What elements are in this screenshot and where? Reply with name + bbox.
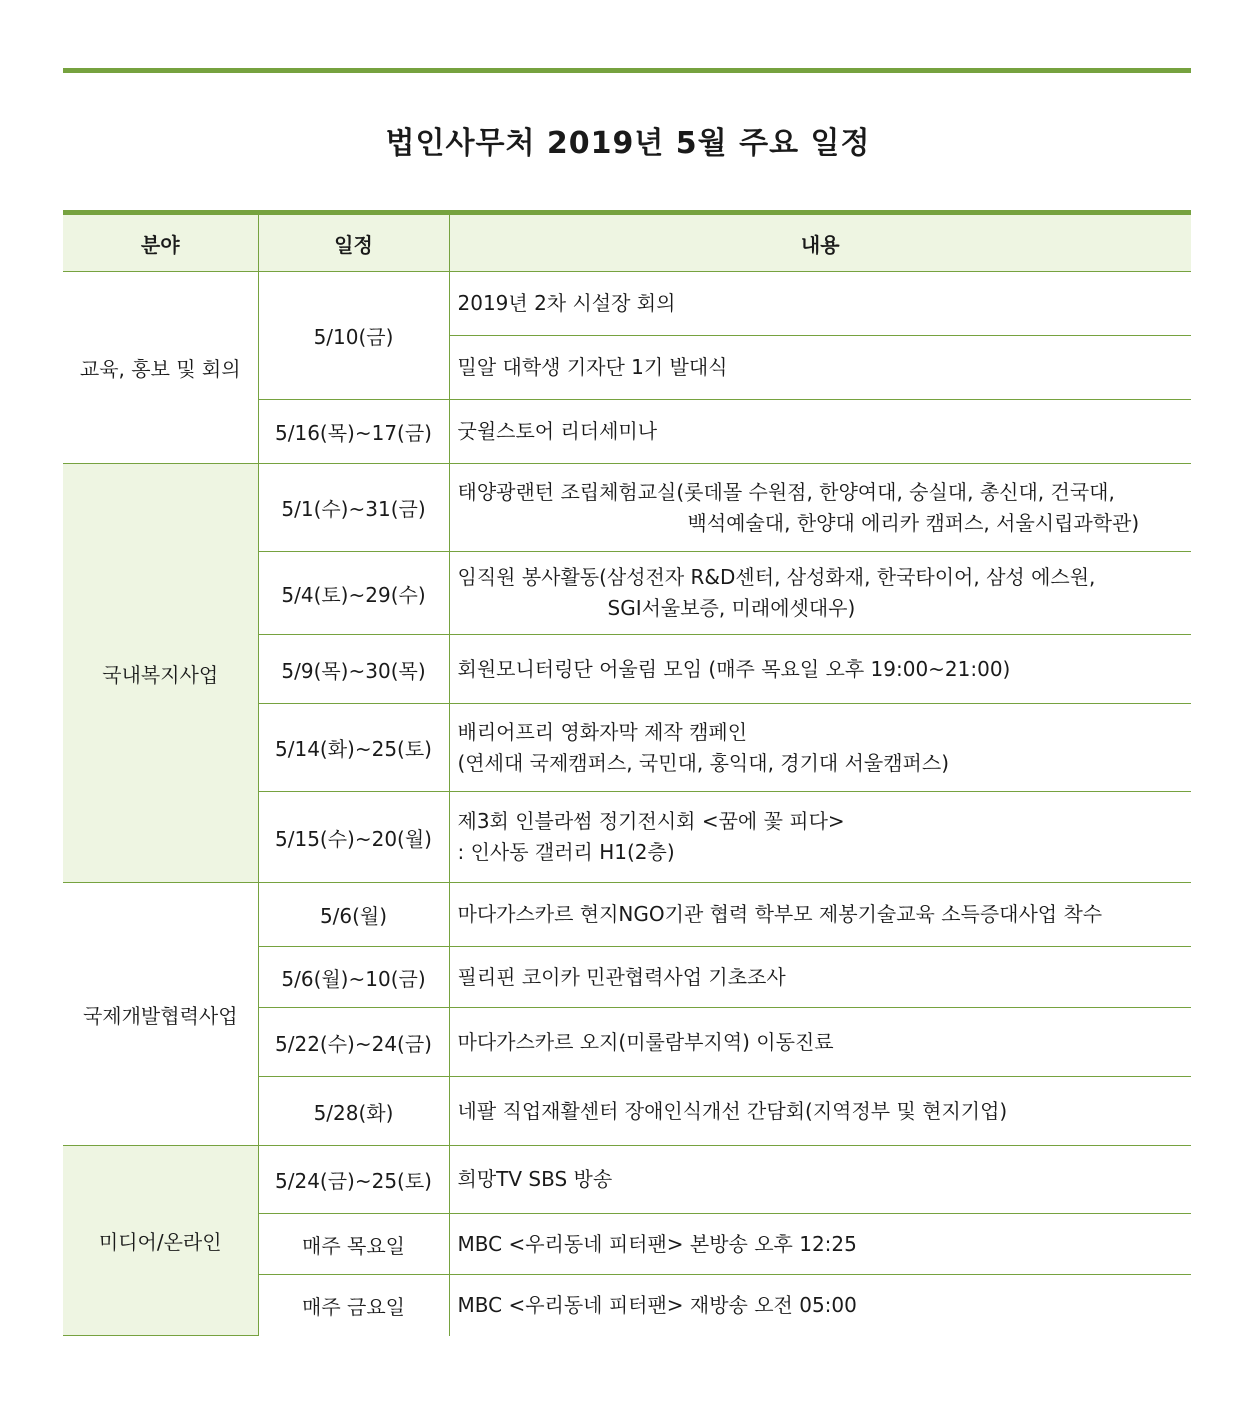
content-cell: MBC <우리동네 피터팬> 본방송 오후 12:25 bbox=[449, 1214, 1191, 1275]
header-category: 분야 bbox=[63, 213, 258, 272]
content-line: 임직원 봉사활동(삼성전자 R&D센터, 삼성화재, 한국타이어, 삼성 에스원, bbox=[457, 565, 1096, 589]
date-cell: 5/15(수)~20(월) bbox=[258, 792, 449, 883]
content-cell bbox=[449, 704, 1191, 792]
header-date: 일정 bbox=[258, 213, 449, 272]
content-line: 태양광랜턴 조립체험교실(롯데몰 수원점, 한양여대, 숭실대, 총신대, 건국대, bbox=[457, 479, 1115, 504]
content-cell bbox=[449, 792, 1191, 883]
category-cell: 교육, 홍보 및 회의 bbox=[63, 272, 258, 464]
content-line: 배리어프리 영화자막 제작 캠페인 bbox=[457, 719, 748, 744]
date-cell: 5/6(월)~10(금) bbox=[258, 947, 449, 1008]
content-line: SGI서울보증, 미래에셋대우) bbox=[607, 596, 856, 620]
content-cell: 회원모니터링단 어울림 모임 (매주 목요일 오후 19:00~21:00) bbox=[449, 635, 1191, 704]
schedule-table bbox=[63, 210, 1191, 1336]
table-row bbox=[63, 464, 1191, 552]
header-row bbox=[63, 213, 1191, 272]
category-cell: 미디어/온라인 bbox=[63, 1146, 258, 1336]
date-cell: 5/14(화)~25(토) bbox=[258, 704, 449, 792]
top-rule bbox=[63, 68, 1191, 73]
page-title: 법인사무처 2019년 5월 주요 일정 bbox=[385, 126, 871, 161]
table-row bbox=[63, 883, 1191, 947]
date-cell: 매주 목요일 bbox=[258, 1214, 449, 1275]
date-cell: 5/24(금)~25(토) bbox=[258, 1146, 449, 1214]
content-cell bbox=[449, 552, 1191, 635]
content-cell bbox=[449, 464, 1191, 552]
date-cell: 5/10(금) bbox=[258, 272, 449, 400]
content-line: (연세대 국제캠퍼스, 국민대, 홍익대, 경기대 서울캠퍼스) bbox=[457, 750, 950, 775]
date-cell: 5/22(수)~24(금) bbox=[258, 1008, 449, 1077]
date-cell: 5/16(목)~17(금) bbox=[258, 400, 449, 464]
content-cell: 2019년 2차 시설장 회의 bbox=[449, 272, 1191, 336]
content-line: 백석예술대, 한양대 에리카 캠퍼스, 서울시립과학관) bbox=[687, 510, 1140, 535]
date-cell: 5/28(화) bbox=[258, 1077, 449, 1146]
content-cell: 네팔 직업재활센터 장애인식개선 간담회(지역정부 및 현지기업) bbox=[449, 1077, 1191, 1146]
content-cell: 필리핀 코이카 민관협력사업 기초조사 bbox=[449, 947, 1191, 1008]
table-row bbox=[63, 272, 1191, 336]
content-cell: 희망TV SBS 방송 bbox=[449, 1146, 1191, 1214]
content-cell: 마다가스카르 오지(미룰람부지역) 이동진료 bbox=[449, 1008, 1191, 1077]
category-cell: 국제개발협력사업 bbox=[63, 883, 258, 1146]
date-cell: 5/6(월) bbox=[258, 883, 449, 947]
date-cell: 매주 금요일 bbox=[258, 1275, 449, 1336]
content-cell: MBC <우리동네 피터팬> 재방송 오전 05:00 bbox=[449, 1275, 1191, 1336]
date-cell: 5/1(수)~31(금) bbox=[258, 464, 449, 552]
content-cell: 마다가스카르 현지NGO기관 협력 학부모 제봉기술교육 소득증대사업 착수 bbox=[449, 883, 1191, 947]
content-line: 제3회 인블라썸 정기전시회 <꿈에 꽃 피다> bbox=[457, 809, 845, 833]
content-line: : 인사동 갤러리 H1(2층) bbox=[457, 840, 675, 864]
date-cell: 5/4(토)~29(수) bbox=[258, 552, 449, 635]
content-cell: 밀알 대학생 기자단 1기 발대식 bbox=[449, 336, 1191, 400]
category-cell: 국내복지사업 bbox=[63, 464, 258, 883]
content-cell: 굿윌스토어 리더세미나 bbox=[449, 400, 1191, 464]
table-row bbox=[63, 1146, 1191, 1214]
header-content: 내용 bbox=[449, 213, 1191, 272]
date-cell: 5/9(목)~30(목) bbox=[258, 635, 449, 704]
